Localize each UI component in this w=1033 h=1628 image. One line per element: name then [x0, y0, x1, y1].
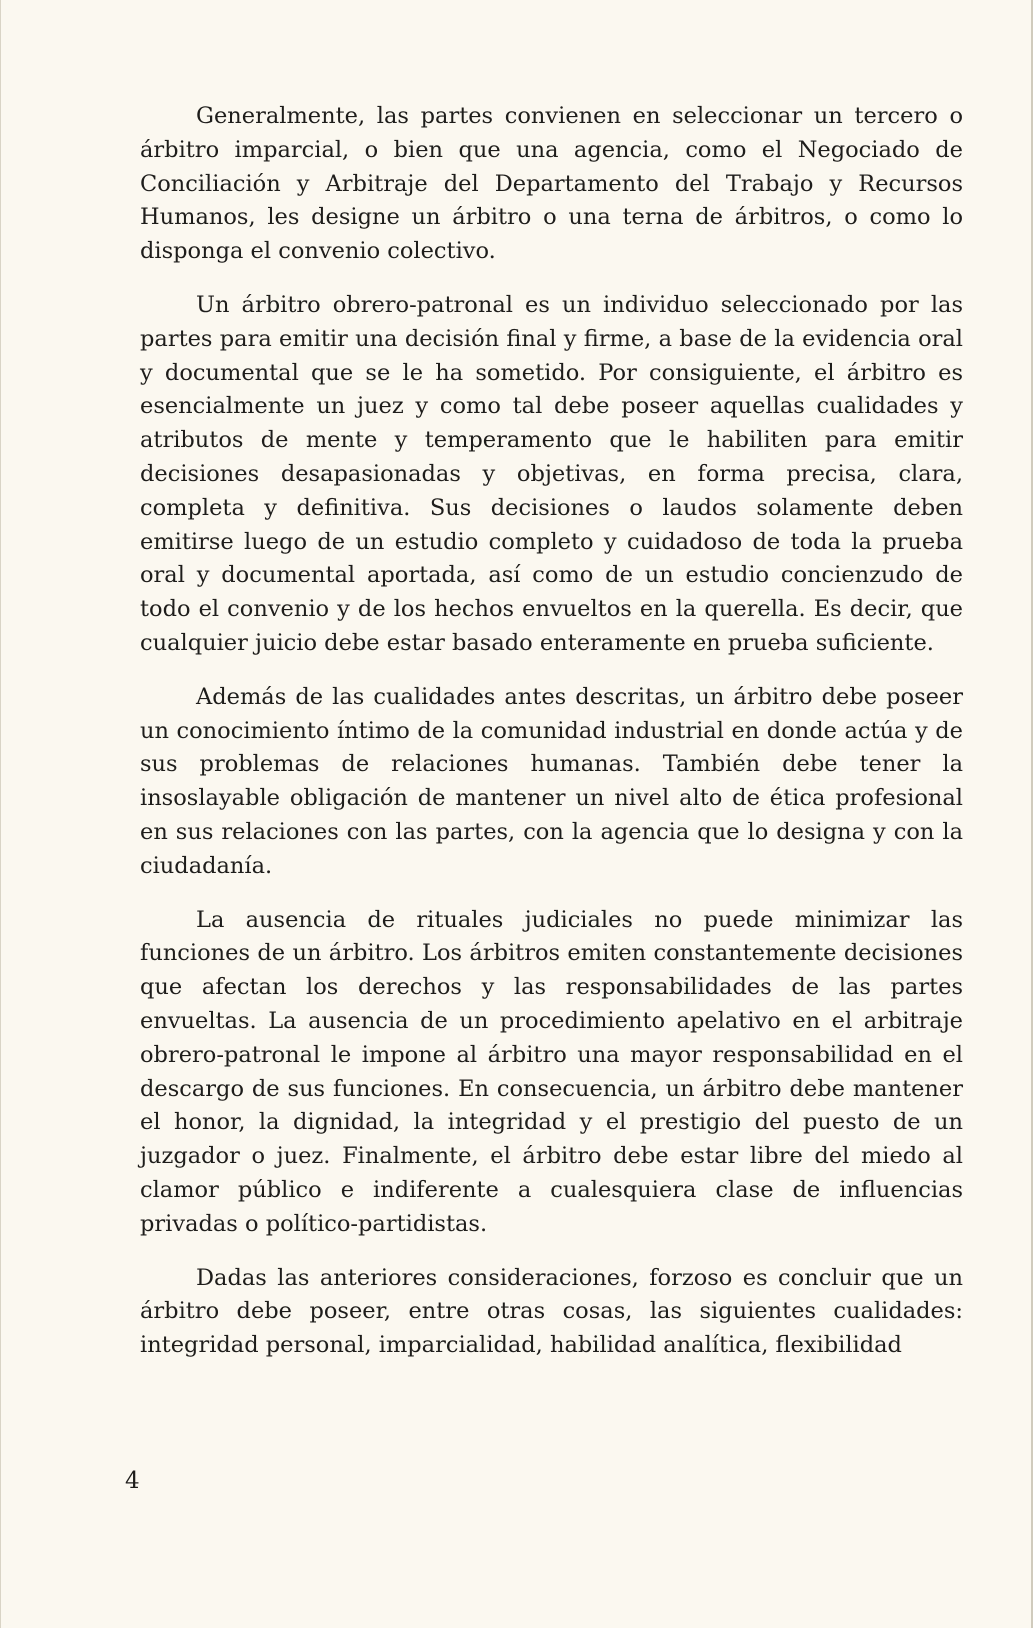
paragraph-3: Además de las cualidades antes descritas, un árbitro debe poseer un conocimiento íntimo de la comunidad industrial en donde actúa y de sus problemas de relaciones humanas. También debe tener la insoslayable obligación de mantener un nivel alto de ética profesional en sus relaciones con las partes, con la agencia que lo designa y con la ciudadanía. — [140, 683, 963, 879]
paragraph-2: Un árbitro obrero-patronal es un individuo seleccionado por las partes para emitir una decisión final y firme, a base de la evidencia oral y documental que se le ha sometido. Por consiguiente, el árbitro es esencialmente un juez y como tal debe poseer aquellas cualidades y atributos de mente y temperamento que le habiliten para emitir decisiones desapasionadas y objetivas, en forma precisa, clara, completa y definitiva. Sus decisiones o laudos solamente deben emitirse luego de un estudio completo y cuidadoso de toda la prueba oral y documental aportada, así como de un estudio concienzudo de todo el convenio y de los hechos envueltos en la querella. Es decir, que cualquier juicio debe estar basado enteramente en prueba suficiente. — [140, 291, 963, 656]
paragraph-1: Generalmente, las partes convienen en seleccionar un tercero o árbitro imparcial, o bien que una agencia, como el Negociado de Conciliación y Arbitraje del Departamento del Trabajo y Recursos Humanos, les designe un árbitro o una terna de árbitros, o como lo disponga el convenio colectivo. — [140, 103, 963, 265]
paragraph-5: Dadas las anteriores consideraciones, forzoso es concluir que un árbitro debe poseer, entre otras cosas, las siguientes cualidades: integridad personal, imparcialidad, habilidad analítica, flexibilidad — [140, 1264, 963, 1359]
page-number: 4 — [125, 1468, 140, 1494]
body-text — [140, 100, 963, 1383]
paragraph-4: La ausencia de rituales judiciales no puede minimizar las funciones de un árbitro. Los árbitros emiten constantemente decisiones que afectan los derechos y las responsabilidades de las partes envueltas. La ausencia de un procedimiento apelativo en el arbitraje obrero-patronal le impone al árbitro una mayor responsabilidad en el descargo de sus funciones. En consecuencia, un árbitro debe mantener el honor, la dignidad, la integridad y el prestigio del puesto de un juzgador o juez. Finalmente, el árbitro debe estar libre del miedo al clamor público e indiferente a cualesquiera clase de influencias privadas o político-partidistas. — [140, 906, 963, 1237]
